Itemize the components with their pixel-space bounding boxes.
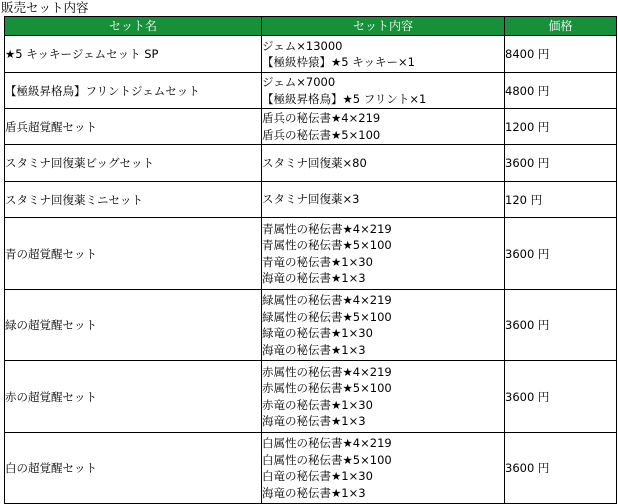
column-header-price: 価格	[505, 17, 617, 36]
set-content-item: 青属性の秘伝書★5×100	[262, 238, 392, 252]
table-row	[5, 433, 617, 504]
price-cell: 3600 円	[505, 145, 617, 182]
set-content-item: 海竜の秘伝書★1×3	[262, 485, 366, 500]
set-content-item: 【極級昇格鳥】★5 フリント×1	[262, 91, 427, 106]
set-content-item: 海竜の秘伝書★1×3	[262, 414, 366, 428]
table-row	[5, 218, 617, 290]
set-content-cell	[262, 36, 505, 73]
set-content-item: 白竜の秘伝書★1×30	[262, 469, 373, 483]
set-content-item: 赤属性の秘伝書★4×219	[262, 364, 392, 379]
set-content-item: ジェム×7000	[262, 75, 336, 89]
set-content-cell	[262, 145, 505, 182]
price-cell: 120 円	[505, 182, 617, 218]
set-content-item: 青竜の秘伝書★1×30	[262, 254, 373, 269]
set-content-item: 赤竜の秘伝書★1×30	[262, 397, 373, 412]
set-name-cell: 盾兵超覚醒セット	[5, 109, 262, 145]
set-name-cell: 【極級昇格鳥】フリントジェムセット	[5, 73, 262, 109]
set-content-item: 海竜の秘伝書★1×3	[262, 271, 366, 285]
price-cell: 3600 円	[505, 218, 617, 290]
set-content-item: ジェム×13000	[262, 38, 343, 53]
table-header-row	[5, 17, 617, 36]
price-cell: 3600 円	[505, 361, 617, 433]
set-content-item: 白属性の秘伝書★5×100	[262, 452, 392, 467]
column-header-set-name: セット名	[5, 17, 262, 36]
price-cell: 4800 円	[505, 73, 617, 109]
set-name-cell: スタミナ回復薬ビッグセット	[5, 145, 262, 182]
set-content-item: スタミナ回復薬×3	[262, 192, 360, 207]
table-row	[5, 36, 617, 73]
column-header-set-content: セット内容	[262, 17, 505, 36]
table-row	[5, 182, 617, 218]
page-title: 販売セット内容	[1, 0, 89, 15]
set-name-cell: スタミナ回復薬ミニセット	[5, 182, 262, 218]
set-content-item: 海竜の秘伝書★1×3	[262, 342, 366, 357]
set-content-item: 青属性の秘伝書★4×219	[262, 221, 392, 236]
set-content-cell	[262, 182, 505, 218]
set-content-item: 赤属性の秘伝書★5×100	[262, 381, 392, 395]
set-content-item: 緑属性の秘伝書★5×100	[262, 309, 392, 324]
set-content-item: 緑竜の秘伝書★1×30	[262, 326, 373, 340]
table-body	[5, 36, 617, 504]
table-row	[5, 290, 617, 361]
table-row	[5, 109, 617, 145]
set-content-item: 盾兵の秘伝書★5×100	[262, 127, 381, 142]
set-content-cell	[262, 290, 505, 361]
set-name-cell: 白の超覚醒セット	[5, 433, 262, 504]
price-cell: 3600 円	[505, 290, 617, 361]
set-content-cell	[262, 433, 505, 504]
set-content-item: 【極級枠猿】★5 キッキー×1	[262, 55, 416, 69]
table-row	[5, 361, 617, 433]
set-name-cell: 青の超覚醒セット	[5, 218, 262, 290]
price-cell: 3600 円	[505, 433, 617, 504]
price-cell: 1200 円	[505, 109, 617, 145]
sales-set-table	[4, 16, 617, 504]
set-name-cell: 赤の超覚醒セット	[5, 361, 262, 433]
set-name-cell: 緑の超覚醒セット	[5, 290, 262, 361]
price-cell: 8400 円	[505, 36, 617, 73]
table-row	[5, 145, 617, 182]
set-content-item: スタミナ回復薬×80	[262, 155, 367, 170]
set-content-cell	[262, 218, 505, 290]
set-content-cell	[262, 361, 505, 433]
set-content-cell	[262, 109, 505, 145]
set-content-cell	[262, 73, 505, 109]
set-content-item: 緑属性の秘伝書★4×219	[262, 293, 392, 307]
table-row	[5, 73, 617, 109]
set-content-item: 盾兵の秘伝書★4×219	[262, 111, 381, 125]
set-content-item: 白属性の秘伝書★4×219	[262, 436, 392, 450]
set-name-cell: ★5 キッキージェムセット SP	[5, 36, 262, 73]
